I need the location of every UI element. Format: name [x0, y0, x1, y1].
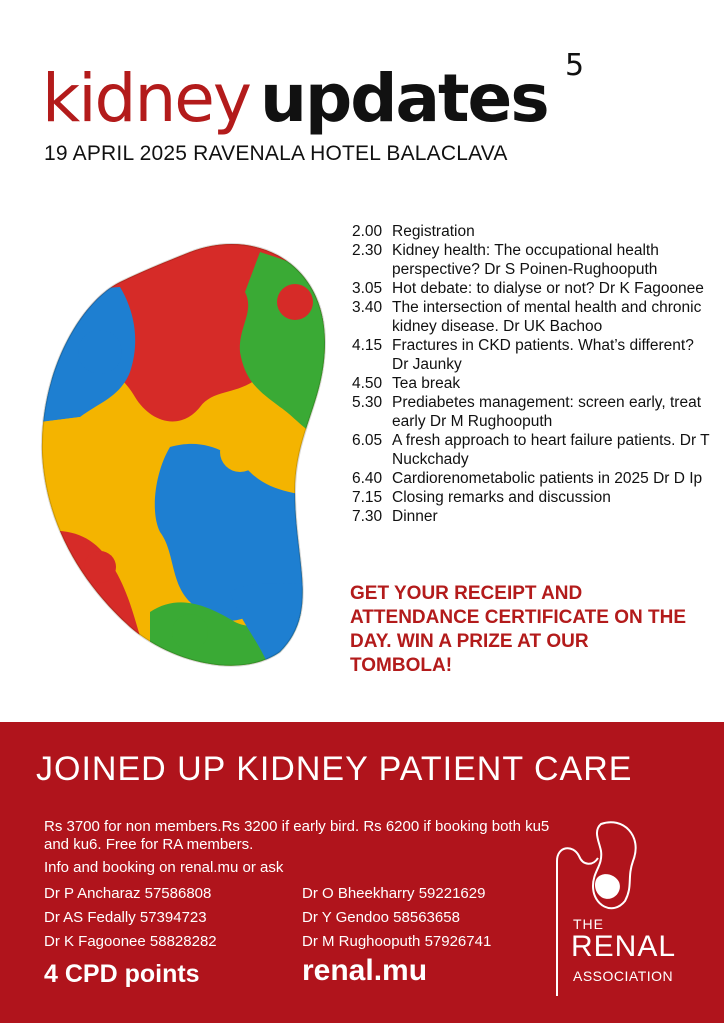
agenda-time: 7.15 [352, 489, 383, 506]
website-link[interactable]: renal.mu [302, 954, 428, 987]
agenda-description: The intersection of mental health and chronic kidney disease. Dr UK Bachoo [392, 299, 702, 335]
event-date-venue: 19 APRIL 2025 RAVENALA HOTEL BALACLAVA [44, 142, 508, 165]
agenda-item [352, 431, 712, 469]
agenda-description: Cardiorenometabolic patients in 2025 Dr D Ip [392, 470, 703, 487]
kidney-puzzle-illustration [40, 232, 330, 670]
title-edition: 5 [565, 48, 585, 83]
agenda-item [352, 507, 712, 526]
booking-info: Info and booking on renal.mu or ask [44, 859, 284, 876]
agenda-time: 5.30 [352, 394, 383, 411]
logo-association: ASSOCIATION [573, 968, 674, 984]
agenda-time: 3.40 [352, 299, 383, 316]
agenda-item [352, 469, 712, 488]
agenda-item [352, 488, 712, 507]
renal-association-logo [553, 816, 703, 1006]
agenda-time: 6.05 [352, 432, 383, 449]
agenda-description: Fractures in CKD patients. What’s different? Dr Jaunky [392, 337, 694, 373]
logo-renal: RENAL [571, 930, 677, 963]
agenda-time: 2.00 [352, 223, 383, 240]
agenda-item [352, 374, 712, 393]
agenda-description: Dinner [392, 508, 438, 525]
title-updates: updates [260, 60, 548, 137]
contact-item: Dr P Ancharaz 57586808 [44, 885, 212, 902]
footer-headline: JOINED UP KIDNEY PATIENT CARE [36, 750, 633, 788]
agenda-description: Prediabetes management: screen early, treat early Dr M Rughooputh [392, 394, 702, 430]
agenda-time: 7.30 [352, 508, 383, 525]
agenda-description: Kidney health: The occupational health perspective? Dr S Poinen-Rughooputh [392, 242, 659, 278]
logo-the: THE [573, 916, 604, 932]
agenda-description: Registration [392, 223, 475, 240]
programme-list [352, 222, 712, 526]
agenda-item [352, 298, 712, 336]
fees-text: Rs 3700 for non members.Rs 3200 if early bird. Rs 6200 if booking both ku5 and ku6. Free for RA members. [44, 818, 550, 853]
agenda-description: Hot debate: to dialyse or not? Dr K Fagoonee [392, 280, 704, 297]
agenda-item [352, 241, 712, 279]
agenda-time: 3.05 [352, 280, 383, 297]
footer-band [0, 722, 724, 1023]
promo-text: GET YOUR RECEIPT AND ATTENDANCE CERTIFICATE ON THE DAY. WIN A PRIZE AT OUR TOMBOLA! [350, 583, 687, 676]
contact-item: Dr M Rughooputh 57926741 [302, 933, 492, 950]
contact-item: Dr Y Gendoo 58563658 [302, 909, 460, 926]
agenda-time: 6.40 [352, 470, 383, 487]
contact-item: Dr AS Fedally 57394723 [44, 909, 207, 926]
agenda-item [352, 336, 712, 374]
agenda-item [352, 279, 712, 298]
contact-item: Dr O Bheekharry 59221629 [302, 885, 486, 902]
agenda-item [352, 393, 712, 431]
agenda-description: Tea break [392, 375, 461, 392]
title-kidney: kidney [42, 60, 250, 137]
agenda-time: 4.50 [352, 375, 383, 392]
agenda-time: 4.15 [352, 337, 383, 354]
agenda-description: Closing remarks and discussion [392, 489, 611, 506]
agenda-description: A fresh approach to heart failure patients. Dr T Nuckchady [392, 432, 710, 468]
contact-item: Dr K Fagoonee 58828282 [44, 933, 217, 950]
cpd-points: 4 CPD points [44, 960, 200, 988]
agenda-item [352, 222, 712, 241]
agenda-time: 2.30 [352, 242, 383, 259]
